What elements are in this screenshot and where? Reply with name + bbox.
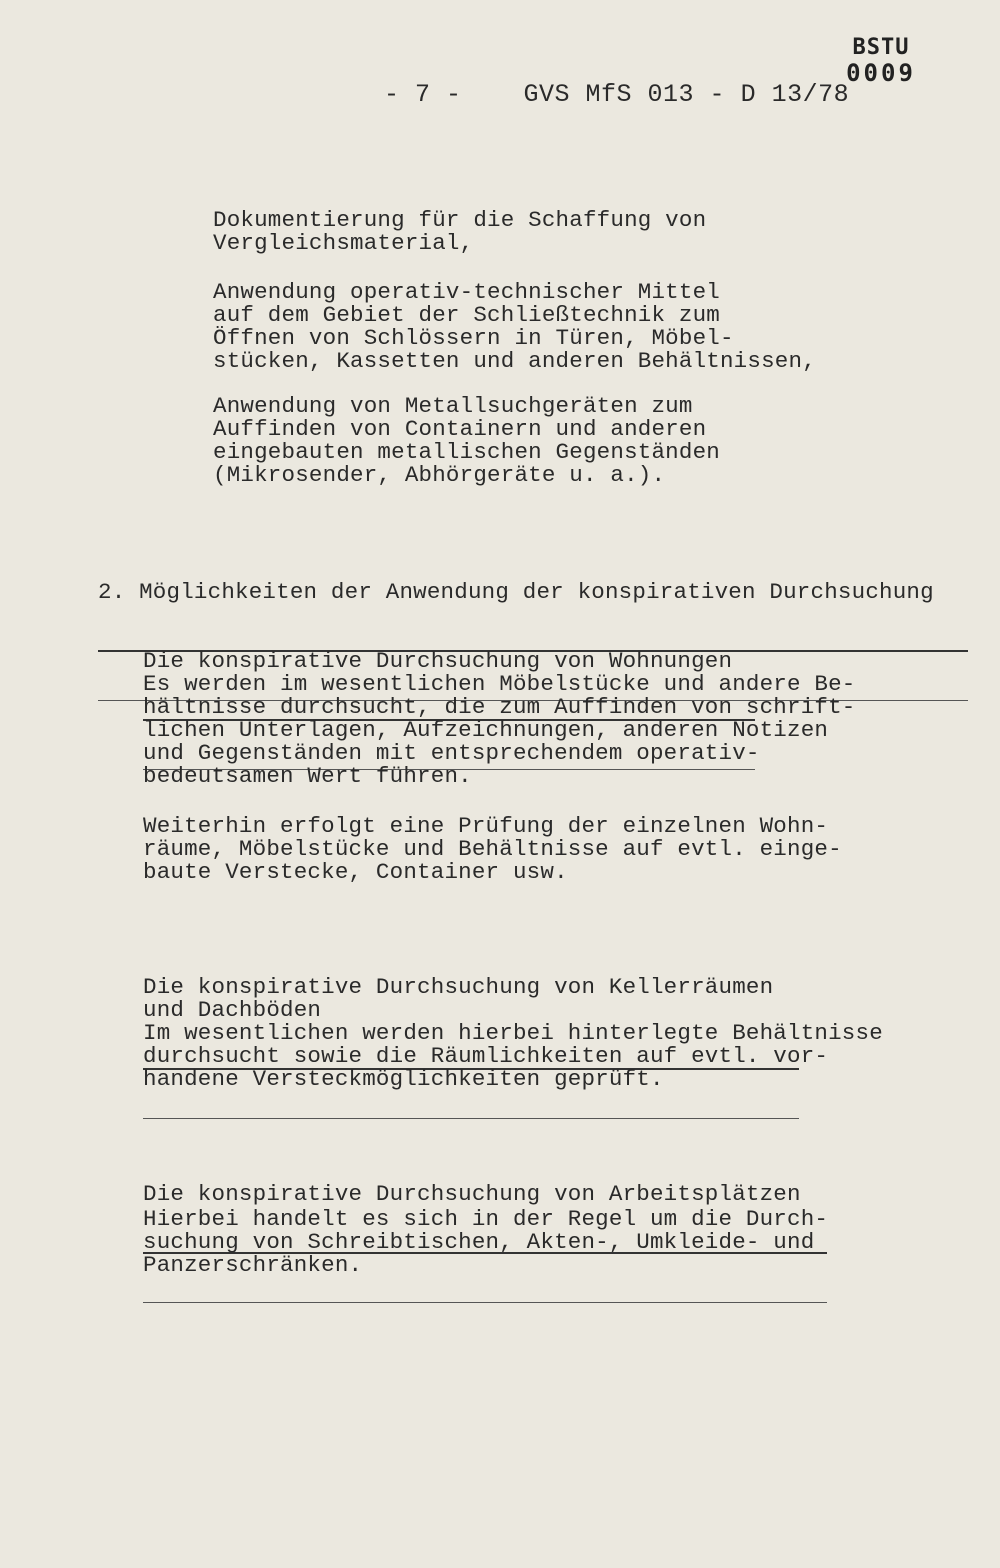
paragraph: Im wesentlichen werden hierbei hinterlegte Behältnisse durchsucht sowie die Räumlichkeiten auf evtl. vor- handene Versteckmöglichkeiten geprüft. <box>143 1020 883 1092</box>
subsection-heading-text: Die konspirative Durchsuchung von Kellerräumen und Dachböden <box>143 974 774 1023</box>
page-header <box>384 80 849 109</box>
section-heading-text: 2. Möglichkeiten der Anwendung der konspirativen Durchsuchung <box>98 579 934 605</box>
subsection-heading-text: Die konspirative Durchsuchung von Arbeitsplätzen <box>143 1181 801 1207</box>
paragraph: Hierbei handelt es sich in der Regel um die Durch- suchung von Schreibtischen, Akten-, Umkleide- und Panzerschränken. <box>143 1206 829 1278</box>
page-number: - 7 - <box>384 80 462 109</box>
underline-secondary <box>143 1302 827 1303</box>
paragraph: Weiterhin erfolgt eine Prüfung der einzelnen Wohn- räume, Möbelstücke und Behältnisse auf evtl. einge- baute Verstecke, Container usw. <box>143 813 842 885</box>
stamp-line-2: 0009 <box>846 59 916 87</box>
underline-secondary <box>143 1118 799 1119</box>
list-item: Dokumentierung für die Schaffung von Vergleichsmaterial, <box>213 207 707 256</box>
archive-stamp <box>836 36 926 86</box>
list-item: Anwendung operativ-technischer Mittel auf dem Gebiet der Schließtechnik zum Öffnen von Schlössern in Türen, Möbel- stücken, Kassetten und anderen Behältnissen, <box>213 279 816 374</box>
stamp-line-1: BSTU <box>852 35 910 60</box>
document-reference: GVS MfS 013 - D 13/78 <box>523 80 850 109</box>
paragraph: Es werden im wesentlichen Möbelstücke und andere Be- hältnisse durchsucht, die zum Auffinden von schrift- lichen Unterlagen, Aufzeichnungen, anderen Notizen und Gegenständen mit entsprechendem operativ- bedeutsamen Wert führen. <box>143 671 856 789</box>
subsection-heading-text: Die konspirative Durchsuchung von Wohnungen <box>143 648 733 674</box>
list-item: Anwendung von Metallsuchgeräten zum Auffinden von Containern und anderen eingebauten metallischen Gegenständen (Mikrosender, Abhörgeräte u. a.). <box>213 393 720 488</box>
